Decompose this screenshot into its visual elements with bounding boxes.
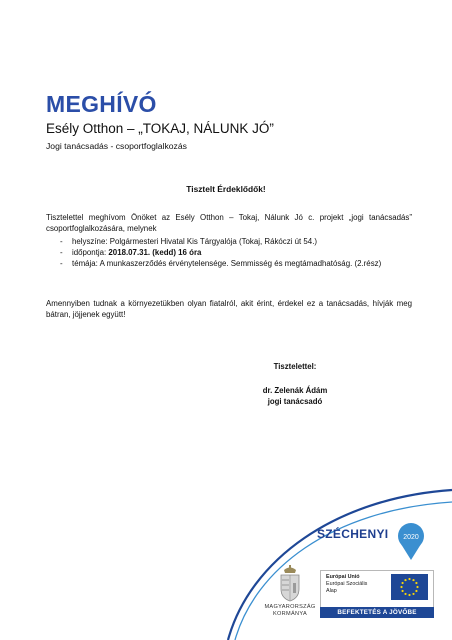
event-type: Jogi tanácsadás - csoportfoglalkozás	[46, 141, 187, 151]
event-details-list	[60, 236, 412, 270]
page-title: MEGHÍVÓ	[46, 91, 157, 117]
invest-banner: BEFEKTETÉS A JÖVŐBE	[320, 607, 434, 618]
eu-star	[415, 590, 417, 592]
eu-star	[401, 590, 403, 592]
eu-text-block	[326, 574, 367, 596]
intro-paragraph: Tisztelettel meghívom Önöket az Esély Otthon – Tokaj, Nálunk Jó c. projekt „jogi tanácsadás” csoportfoglalkozására, melynek	[46, 213, 412, 234]
detail-value: 2018.07.31. (kedd) 16 óra	[108, 248, 202, 258]
eu-star	[412, 579, 414, 581]
government-label	[258, 604, 322, 618]
detail-time	[60, 247, 412, 258]
detail-location	[60, 236, 412, 247]
closing-paragraph: Amennyiben tudnak a környezetükben olyan fiatalról, akit érint, érdekel ez a tanácsadás, hívják meg bátran, jöjjenek együtt!	[46, 299, 412, 320]
list-dash: -	[60, 259, 63, 269]
badge-year: 2020	[403, 534, 419, 541]
eu-line3: Alap	[326, 588, 337, 595]
eu-flag-icon	[391, 574, 428, 600]
eu-star	[408, 578, 410, 580]
eu-star	[412, 593, 414, 595]
eu-star	[400, 586, 402, 588]
detail-topic	[60, 258, 412, 269]
detail-label: témája:	[72, 259, 100, 269]
eu-star	[415, 582, 417, 584]
detail-label: időpontja:	[72, 248, 109, 258]
greeting: Tisztelt Érdeklődők!	[186, 184, 266, 194]
eu-star	[404, 593, 406, 595]
signer-role: jogi tanácsadó	[267, 396, 323, 406]
eu-line2: Európai Szociális	[326, 581, 368, 588]
list-dash: -	[60, 248, 63, 258]
eu-line1: Európai Unió	[326, 574, 360, 580]
detail-value: Polgármesteri Hivatal Kis Tárgyalója (Tokaj, Rákóczi út 54.)	[109, 237, 318, 246]
szechenyi-2020-badge	[398, 523, 424, 560]
government-line1: MAGYARORSZÁG	[264, 604, 316, 610]
eu-star	[416, 586, 418, 588]
eu-star	[404, 579, 406, 581]
signoff: Tisztelettel:	[273, 362, 317, 371]
eu-star	[408, 594, 410, 596]
szechenyi-logo-text: SZÉCHENYI	[317, 527, 389, 541]
detail-label: helyszíne:	[72, 237, 110, 246]
coat-of-arms-icon	[277, 565, 303, 603]
signature-block	[220, 386, 370, 407]
government-line2: KORMÁNYA	[273, 611, 307, 617]
signer-name: dr. Zelenák Ádám	[262, 386, 328, 395]
detail-value: A munkaszerződés érvénytelensége. Semmisség és megtámadhatóság. (2.rész)	[99, 259, 382, 269]
eu-star	[401, 582, 403, 584]
list-dash: -	[60, 237, 63, 246]
project-title: Esély Otthon – „TOKAJ, NÁLUNK JÓ”	[46, 121, 274, 136]
